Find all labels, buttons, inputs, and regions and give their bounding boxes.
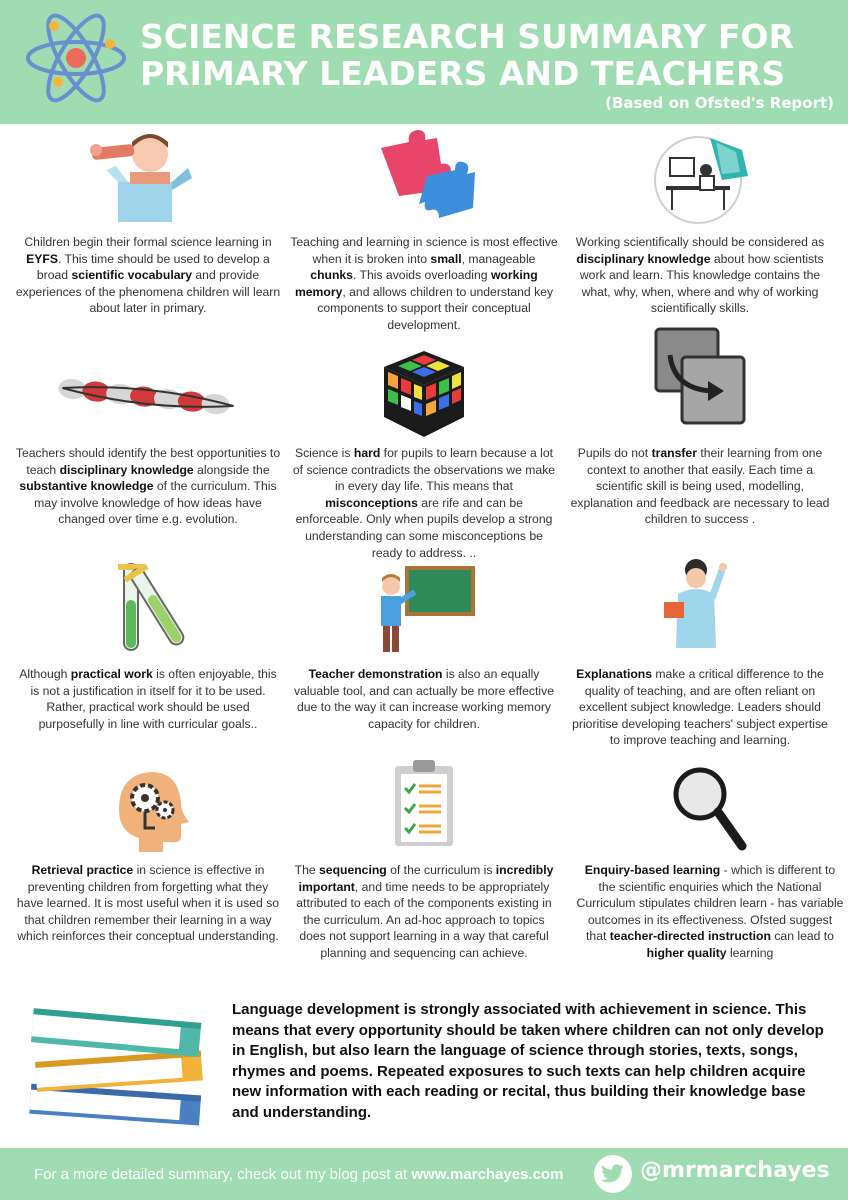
highlight-term: working memory bbox=[294, 268, 538, 299]
highlight-term: Teacher demonstration bbox=[308, 667, 443, 681]
card-1-text bbox=[14, 234, 282, 317]
child-telescope-icon bbox=[88, 128, 208, 224]
blog-link[interactable]: www.marchayes.com bbox=[411, 1166, 564, 1183]
text-segment: their learning from one context to another that easily. Each time a scientific skill is being used, modelling, explanation and feedback are necessary to lead children to success . bbox=[570, 446, 830, 527]
highlight-term: small bbox=[430, 251, 462, 266]
text-segment: Children begin their formal science learning in bbox=[24, 235, 272, 249]
text-segment: The bbox=[294, 863, 320, 877]
rubiks-cube-icon bbox=[376, 345, 472, 441]
text-segment: , manageable bbox=[461, 251, 536, 266]
footer-prefix: For a more detailed summary, check out my blog post at bbox=[34, 1166, 412, 1183]
text-segment: in science is effective in preventing children from forgetting what they have learned. It is most useful when it is used so that children remember their learning in a way which reinforces their conceptual understanding. bbox=[16, 863, 280, 944]
highlight-term: transfer bbox=[651, 446, 697, 460]
highlight-term: disciplinary knowledge bbox=[59, 462, 194, 477]
title-line-2: PRIMARY LEADERS AND TEACHERS bbox=[140, 54, 786, 93]
transfer-arrow-icon bbox=[650, 325, 750, 429]
head-gears-icon bbox=[103, 766, 193, 856]
card-2-text bbox=[290, 234, 558, 334]
text-segment: - which is different to the scientific enquiries which the National Curriculum stipulates children learn - has variable outcomes in its effectiveness. Ofsted suggest that bbox=[576, 863, 844, 944]
highlight-term: sequencing bbox=[319, 863, 387, 877]
text-segment: . This time should be used to develop a broad bbox=[36, 251, 270, 283]
highlight-term: incredibly important bbox=[298, 863, 554, 894]
highlight-term: substantive knowledge bbox=[19, 479, 154, 494]
language-development-text: Language development is strongly associated with achievement in science. This means that every opportunity should be taken where children can not only develop in English, but also learn the language of science through stories, texts, songs, rhymes and poems. Repeated exposures to such texts can help children acquire new information with each reading or recital, thus building their knowledge base and understanding. bbox=[232, 1001, 824, 1121]
card-11-text bbox=[290, 862, 558, 962]
text-segment: and provide experiences of the phenomena children will learn about later in primary. bbox=[15, 268, 281, 316]
footer-banner bbox=[0, 1148, 848, 1200]
twitter-badge[interactable] bbox=[594, 1155, 632, 1193]
text-segment: is also an equally valuable tool, and can actually be more effective due to the way it can increase working memory capacity for children. bbox=[294, 667, 554, 731]
twitter-bird-icon bbox=[601, 1164, 625, 1184]
puzzle-pieces-icon bbox=[369, 128, 479, 224]
footer-text bbox=[34, 1166, 563, 1183]
highlight-term: misconceptions bbox=[325, 495, 418, 510]
page-title bbox=[140, 18, 840, 92]
atom-icon bbox=[24, 12, 128, 104]
text-segment: are rife and can be enforceable. Only when pupils develop a strong understanding can some misconceptions be ready to address. .. bbox=[295, 495, 553, 560]
text-segment: Pupils do not bbox=[577, 446, 652, 460]
text-segment: , and time needs to be appropriately attributed to each of the components existing in the curriculum. An ad-hoc approach to topics does not support learning in a way that careful planning and sequencing can achieve. bbox=[296, 879, 552, 960]
card-9-text bbox=[566, 666, 834, 749]
text-segment: is often enjoyable, this is not a justification in itself for it to be used. Rather, practical work should be used purposefully in line with curricular goals.. bbox=[30, 667, 277, 731]
text-segment: can lead to bbox=[770, 929, 834, 944]
text-segment: Science is bbox=[294, 446, 354, 460]
title-line-1: SCIENCE RESEARCH SUMMARY FOR bbox=[140, 17, 794, 56]
teacher-explaining-icon bbox=[652, 556, 748, 652]
card-8-text bbox=[290, 666, 558, 732]
text-segment: about how scientists work and learn. This knowledge contains the what, why, when, where and why of working scientifically skills. bbox=[579, 251, 824, 316]
highlight-term: EYFS bbox=[26, 251, 58, 266]
text-segment: . This avoids overloading bbox=[352, 268, 491, 283]
card-10-text bbox=[14, 862, 282, 945]
highlight-term: practical work bbox=[70, 667, 153, 681]
text-segment: alongside the bbox=[193, 462, 270, 477]
text-segment: Working scientifically should be considered as bbox=[575, 235, 825, 249]
test-tubes-icon bbox=[100, 560, 196, 656]
page-subtitle: (Based on Ofsted's Report) bbox=[605, 94, 834, 112]
highlight-term: chunks bbox=[310, 268, 353, 283]
card-3-text bbox=[566, 234, 834, 317]
scientist-lab-icon bbox=[650, 130, 750, 226]
highlight-term: Explanations bbox=[576, 667, 652, 681]
card-4-text bbox=[14, 445, 282, 528]
card-7-text bbox=[14, 666, 282, 732]
card-6-text bbox=[566, 445, 834, 528]
text-segment: of the curriculum is bbox=[386, 863, 496, 877]
text-segment: , and allows children to understand key components to support their conceptual development. bbox=[317, 284, 554, 332]
twisted-rope-icon bbox=[58, 367, 238, 427]
teacher-blackboard-icon bbox=[369, 564, 479, 656]
highlight-term: higher quality bbox=[646, 945, 727, 960]
text-segment: learning bbox=[726, 945, 774, 960]
twitter-handle[interactable]: @mrmarchayes bbox=[640, 1158, 830, 1183]
text-segment: make a critical difference to the quality of teaching, and are often reliant on excellent subject knowledge. Leaders should prioritise developing teachers' subject expertise to improve teaching and learning. bbox=[572, 667, 828, 748]
highlight-term: disciplinary knowledge bbox=[576, 251, 711, 266]
header-banner bbox=[0, 0, 848, 124]
magnifying-glass-icon bbox=[670, 764, 750, 854]
card-12-text bbox=[576, 862, 844, 962]
clipboard-checklist-icon bbox=[389, 758, 459, 848]
card-5-text bbox=[290, 445, 558, 561]
text-segment: Although bbox=[19, 667, 71, 681]
text-segment: Teachers should identify the best opportunities to teach bbox=[15, 446, 281, 477]
text-segment: for pupils to learn because a lot of science contradicts the observations we make in every day life. This means that bbox=[292, 446, 556, 494]
highlight-term: Enquiry-based learning bbox=[584, 863, 721, 877]
book-stack-icon bbox=[26, 990, 216, 1130]
highlight-term: scientific vocabulary bbox=[71, 268, 193, 283]
text-segment: Teaching and learning in science is most effective when it is broken into bbox=[290, 235, 558, 266]
highlight-term: teacher-directed instruction bbox=[609, 929, 771, 944]
highlight-term: hard bbox=[353, 446, 381, 460]
text-segment: of the curriculum. This may involve knowledge of how ideas have changed over time e.g. evolution. bbox=[34, 479, 277, 527]
highlight-term: Retrieval practice bbox=[31, 863, 134, 877]
